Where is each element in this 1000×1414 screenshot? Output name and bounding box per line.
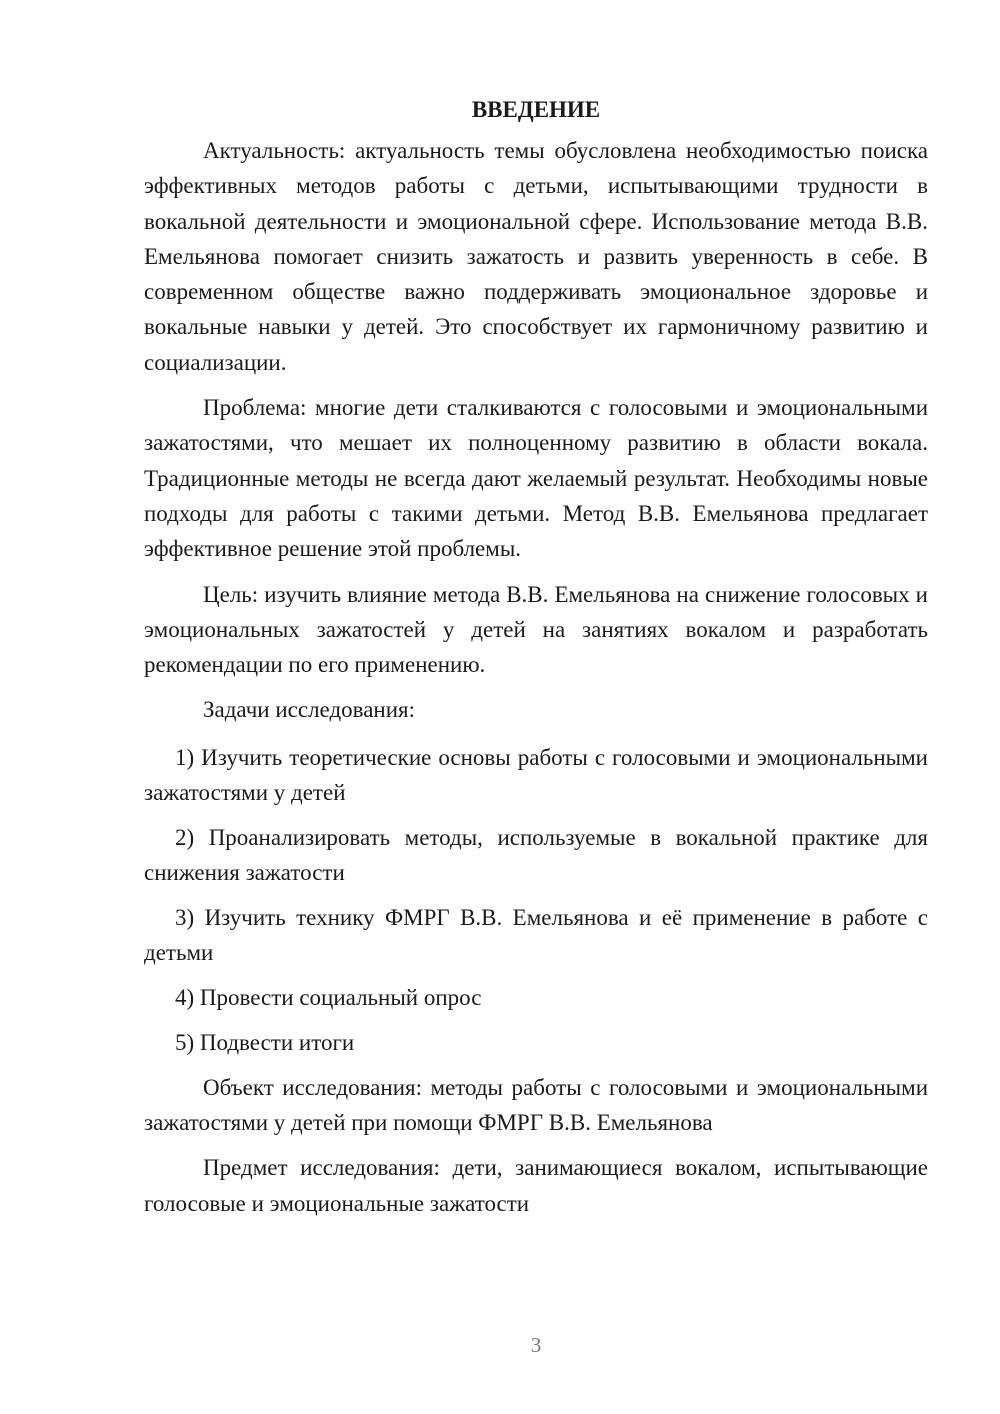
goal-paragraph: Цель: изучить влияние метода В.В. Емельянова на снижение голосовых и эмоциональных зажатостей у детей на занятиях вокалом и разработать рекомендации по его применению.	[144, 581, 928, 678]
page-number: 3	[530, 1333, 542, 1357]
task-item-5: 5) Подвести итоги	[175, 1029, 355, 1055]
task-item-3: 3) Изучить технику ФМРГ В.В. Емельянова и её применение в работе с детьми	[144, 904, 928, 965]
task-item-1: 1) Изучить теоретические основы работы с голосовыми и эмоциональными зажатостями у детей	[144, 744, 928, 805]
section-heading: ВВЕДЕНИЕ	[471, 97, 601, 122]
relevance-paragraph: Актуальность: актуальность темы обусловлена необходимостью поиска эффективных методов работы с детьми, испытывающими трудности в вокальной деятельности и эмоциональной сфере. Использование метода В.В. Емельянова помогает снизить зажатость и развить уверенность в себе. В современном обществе важно поддерживать эмоциональное здоровье и вокальные навыки у детей. Это способствует их гармоничному развитию и социализации.	[144, 138, 928, 375]
subject-paragraph: Предмет исследования: дети, занимающиеся вокалом, испытывающие голосовые и эмоциональные зажатости	[144, 1155, 928, 1216]
object-paragraph: Объект исследования: методы работы с голосовыми и эмоциональными зажатостями у детей при помощи ФМРГ В.В. Емельянова	[144, 1074, 928, 1136]
task-item-2: 2) Проанализировать методы, используемые в вокальной практике для снижения зажатости	[144, 824, 928, 885]
tasks-heading: Задачи исследования:	[203, 697, 416, 723]
document-page	[144, 92, 928, 1231]
task-item-4: 4) Провести социальный опрос	[175, 984, 482, 1010]
problem-paragraph: Проблема: многие дети сталкиваются с голосовыми и эмоциональными зажатостями, что мешает их полноценному развитию в области вокала. Традиционные методы не всегда дают желаемый результат. Необходимы новые подходы для работы с такими детьми. Метод В.В. Емельянова предлагает эффективное решение этой проблемы.	[144, 395, 928, 562]
